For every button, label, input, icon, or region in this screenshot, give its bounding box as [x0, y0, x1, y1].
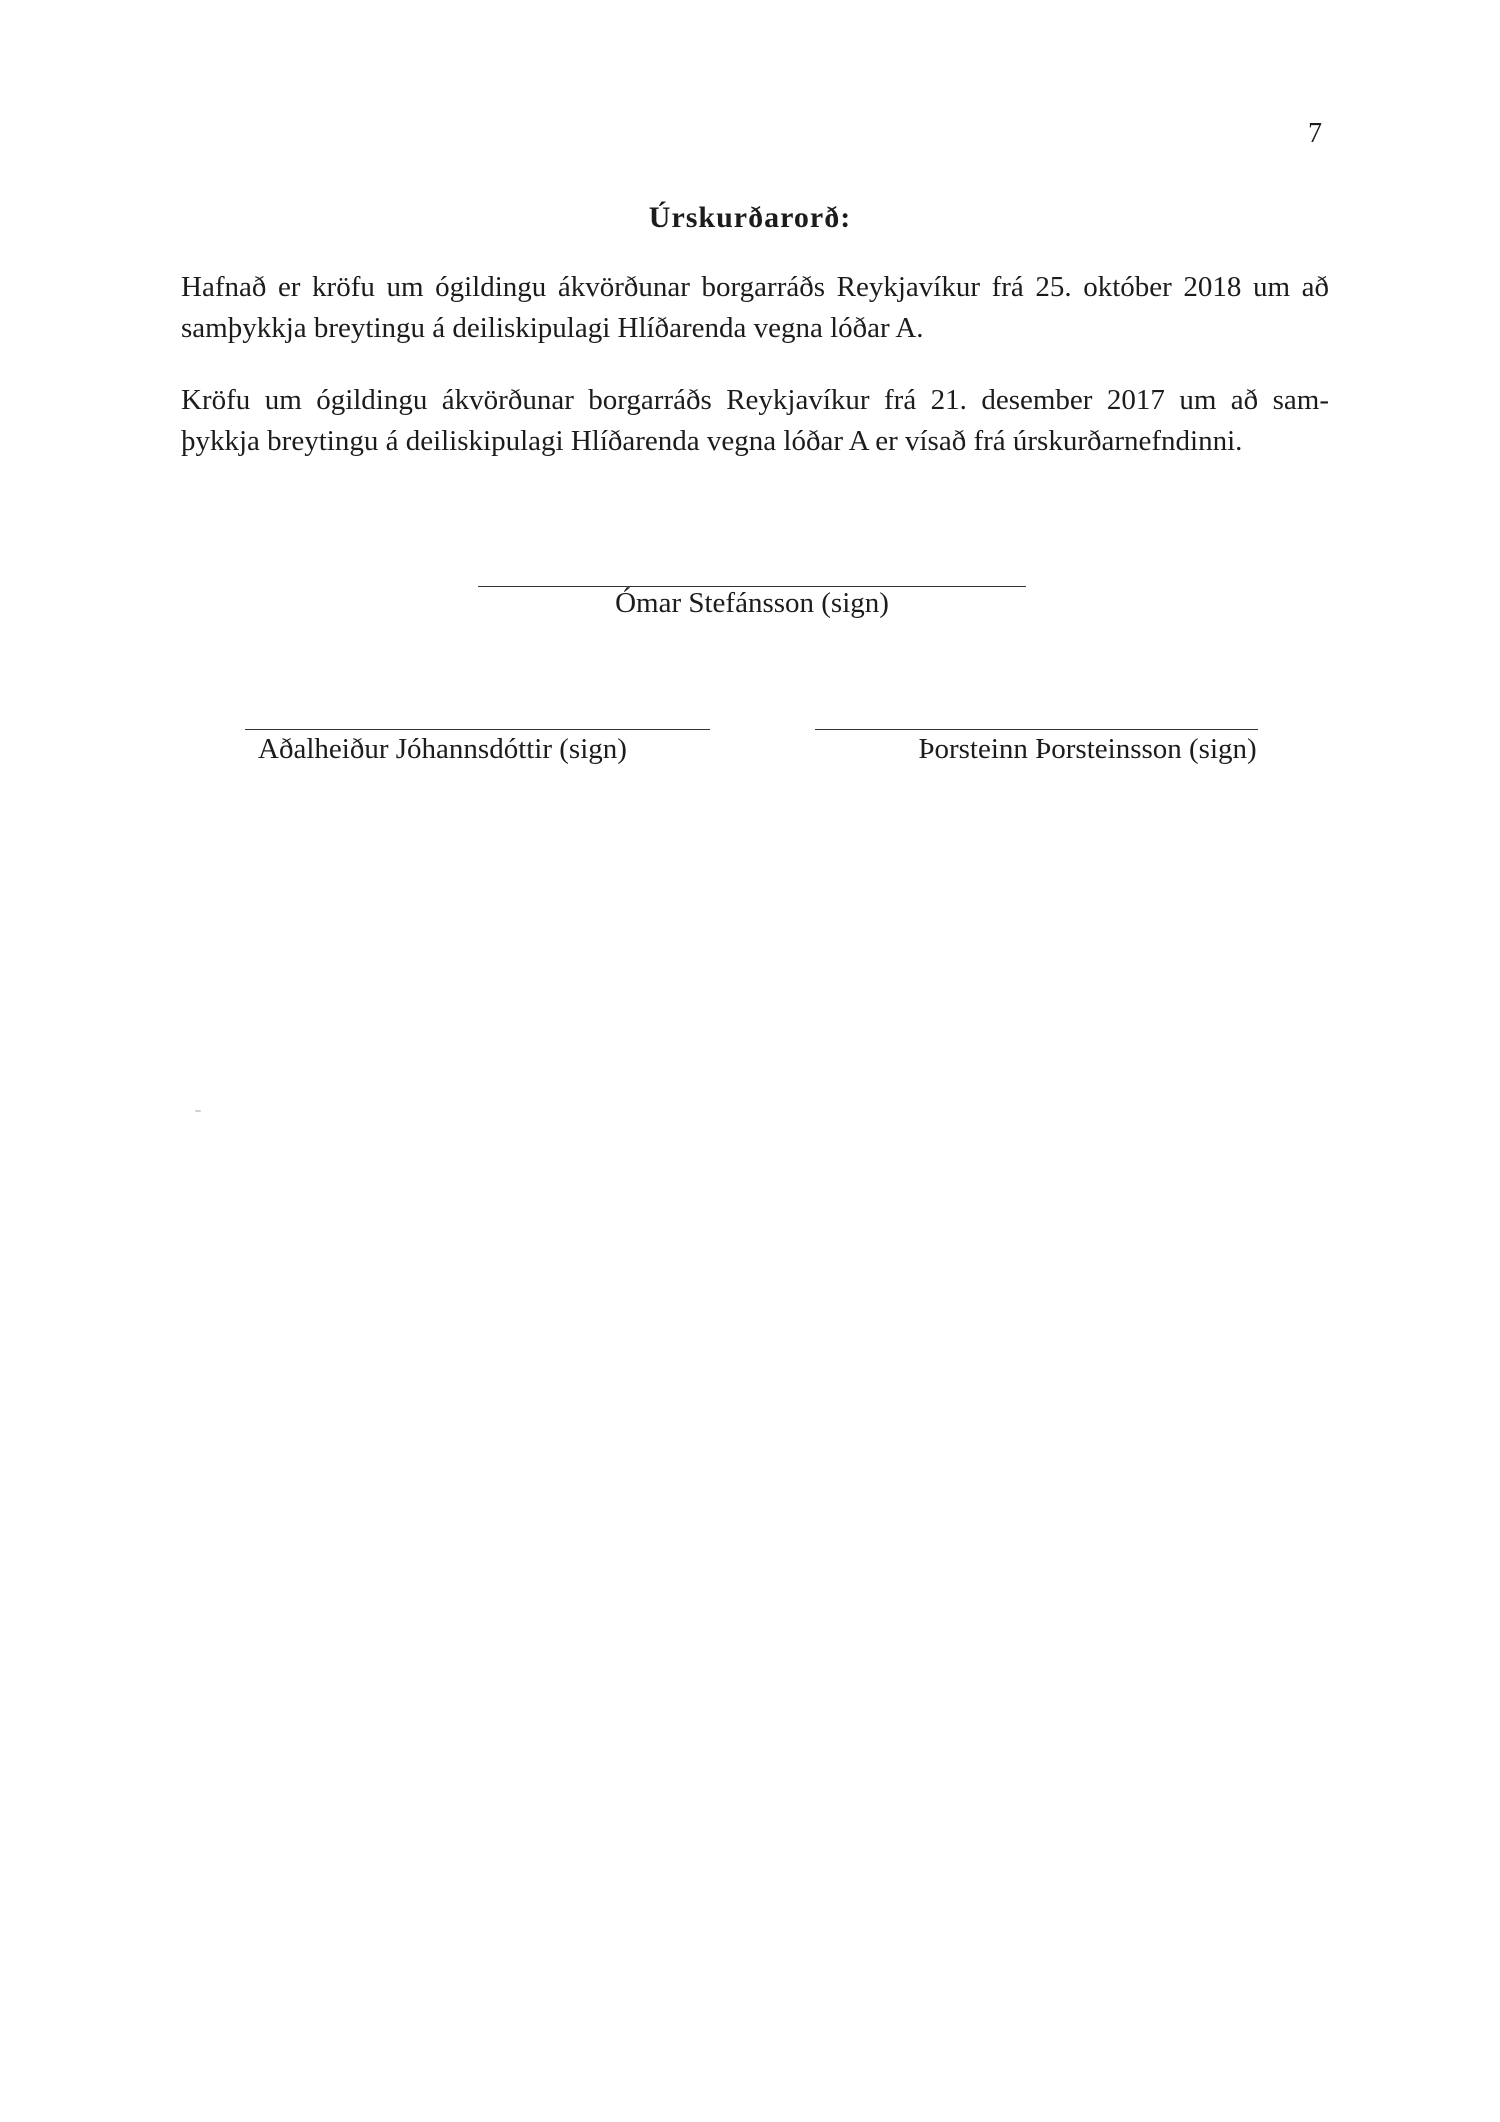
- signature-line-2: [245, 729, 710, 730]
- signature-name-3: Þorsteinn Þorsteinsson (sign): [918, 733, 1257, 765]
- signature-line-3: [815, 729, 1258, 730]
- paragraph-line: Hafnað er kröfu um ógildingu ákvörðunar borgarráðs Reykjavíkur frá 25. október 2018 um að: [181, 271, 1329, 303]
- paragraph-line: Kröfu um ógildingu ákvörðunar borgarráðs Reykjavíkur frá 21. desember 2017 um að sam-: [181, 384, 1329, 416]
- ruling-paragraph-1: [181, 267, 1329, 349]
- signature-name-1: Ómar Stefánsson (sign): [615, 587, 889, 619]
- page-number: 7: [1308, 118, 1322, 149]
- scan-speck: [195, 1110, 201, 1112]
- ruling-paragraph-2: [181, 380, 1329, 462]
- paragraph-line: þykkja breytingu á deiliskipulagi Hlíðarenda vegna lóðar A er vísað frá úrskurðarnefndinni.: [181, 425, 1243, 457]
- signature-name-2: Aðalheiður Jóhannsdóttir (sign): [258, 733, 627, 765]
- paragraph-line: samþykkja breytingu á deiliskipulagi Hlíðarenda vegna lóðar A.: [181, 312, 924, 344]
- ruling-heading: Úrskurðarorð:: [648, 201, 852, 234]
